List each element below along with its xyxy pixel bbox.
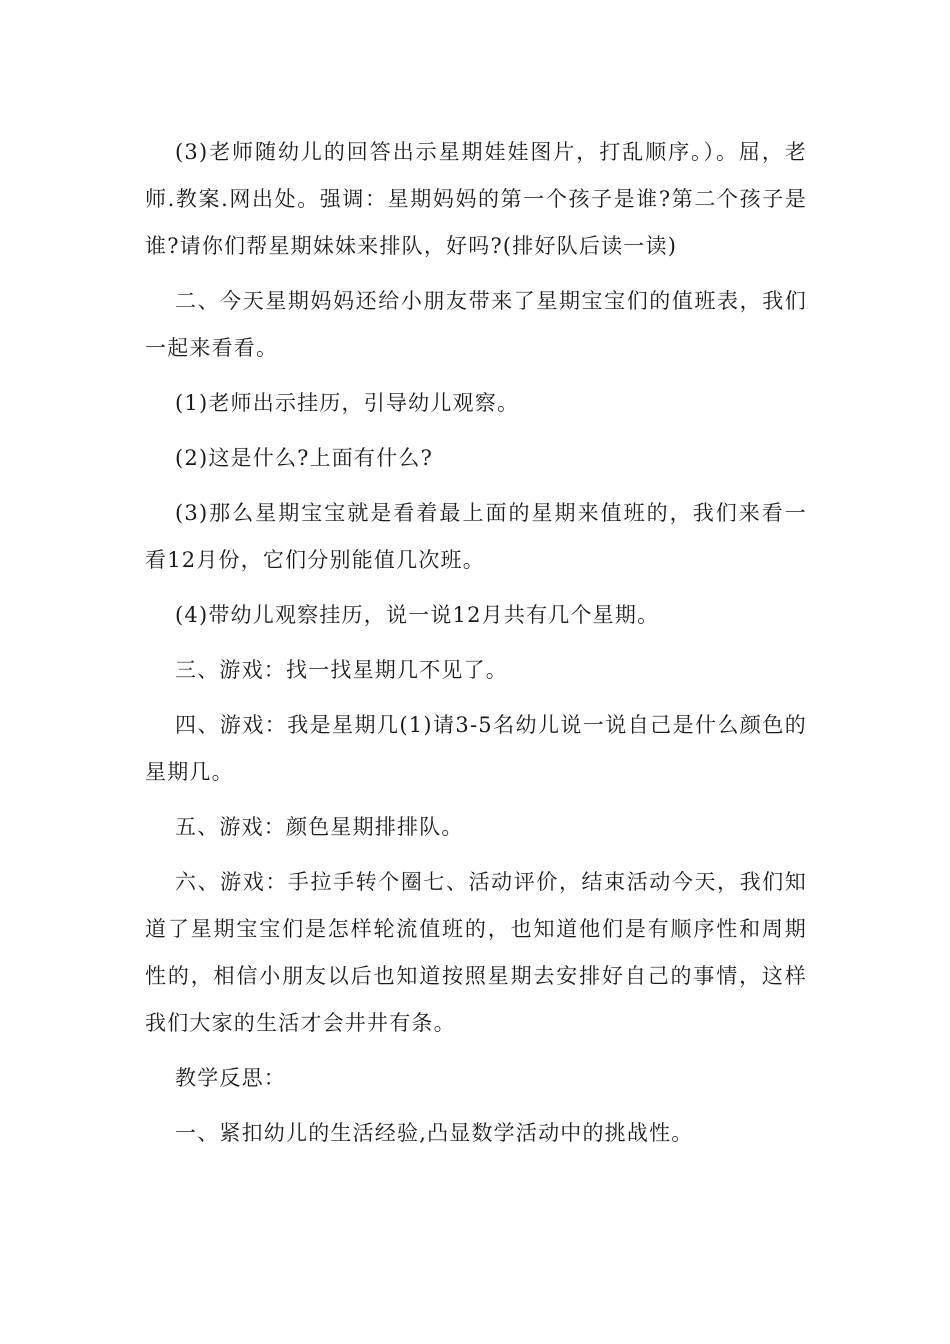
paragraph-what-is-this: (2)这是什么?上面有什么? <box>175 446 434 470</box>
paragraph-count-weeks: (4)带幼儿观察挂历，说一说12月共有几个星期。 <box>175 603 660 627</box>
paragraph-game-circle-evaluation: 六、游戏：手拉手转个圈七、活动评价，结束活动今天，我们知道了星期宝宝们是怎样轮流值班的，也知道他们是有顺序性和周期性的，相信小朋友以后也知道按照星期去安排好自己的事情，这样我们大家的生活才会井井有条。 <box>145 870 807 1035</box>
paragraph-game-missing-day: 三、游戏：找一找星期几不见了。 <box>175 658 508 682</box>
document-body <box>145 129 807 1165</box>
paragraph-show-week-dolls: (3)老师随幼儿的回答出示星期娃娃图片，打乱顺序。）。屈，老师.教案.网出处。强调：星期妈妈的第一个孩子是谁?第二个孩子是谁?请你们帮星期妹妹来排队，好吗?(排好队后读一读) <box>145 140 807 258</box>
paragraph-show-calendar: (1)老师出示挂历，引导幼儿观察。 <box>175 391 520 415</box>
paragraph-game-which-day: 四、游戏：我是星期几(1)请3-5名幼儿说一说自己是什么颜色的星期几。 <box>145 713 807 784</box>
paragraph-teaching-reflection: 教学反思： <box>175 1066 286 1090</box>
paragraph-game-color-order: 五、游戏：颜色星期排排队。 <box>175 815 464 839</box>
paragraph-december-duty: (3)那么星期宝宝就是看着最上面的星期来值班的，我们来看一看12月份，它们分别能值几次班。 <box>145 501 807 572</box>
paragraph-reflection-point-one: 一、紧扣幼儿的生活经验,凸显数学活动中的挑战性。 <box>175 1121 694 1145</box>
paragraph-duty-roster: 二、今天星期妈妈还给小朋友带来了星期宝宝们的值班表，我们一起来看看。 <box>145 289 807 360</box>
